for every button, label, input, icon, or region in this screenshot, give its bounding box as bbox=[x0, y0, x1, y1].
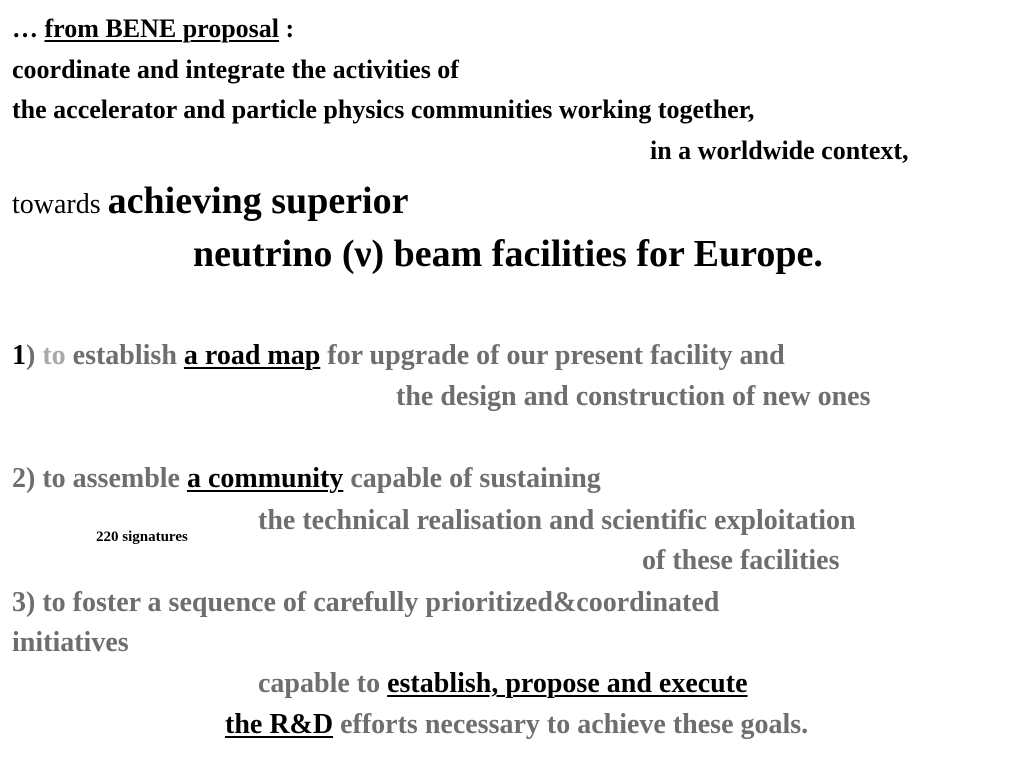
achieving-superior-text: achieving superior bbox=[107, 180, 409, 222]
community-link: a community bbox=[186, 463, 344, 494]
item-3-line-2: initiatives bbox=[12, 627, 129, 658]
ellipsis-text: … bbox=[12, 14, 45, 43]
item-1-rest: for upgrade of our present facility and bbox=[320, 340, 785, 371]
item-3-rest: efforts necessary to achieve these goals. bbox=[333, 709, 809, 740]
item-2-line-1 bbox=[12, 465, 601, 493]
header-line-2: coordinate and integrate the activities of bbox=[12, 55, 459, 84]
item-2-rest: capable of sustaining bbox=[343, 463, 601, 494]
header-line-3: the accelerator and particle physics communities working together, bbox=[12, 95, 755, 124]
item-1-to: to bbox=[35, 340, 73, 371]
item-3-line-4 bbox=[225, 711, 808, 739]
towards-text: towards bbox=[12, 189, 108, 220]
item-2-line-3: of these facilities bbox=[642, 545, 840, 576]
item-1-line-1 bbox=[12, 342, 785, 370]
item-1-number: 1 bbox=[12, 340, 26, 371]
header-line-4: in a worldwide context, bbox=[650, 136, 909, 165]
item-1-paren: ) bbox=[26, 340, 36, 371]
item-1-line-2: the design and construction of new ones bbox=[396, 381, 871, 412]
header-line-1 bbox=[12, 16, 294, 42]
item-1-establish: establish bbox=[72, 340, 184, 371]
establish-propose-execute-link: establish, propose and execute bbox=[387, 668, 748, 699]
item-3-capable-to: capable to bbox=[258, 668, 388, 699]
colon-text: : bbox=[279, 14, 295, 43]
item-3-line-3 bbox=[258, 670, 748, 698]
road-map-link: a road map bbox=[183, 340, 321, 371]
rnd-link: the R&D bbox=[225, 709, 334, 740]
bene-proposal-link: from BENE proposal bbox=[44, 14, 280, 43]
item-2-line-2: the technical realisation and scientific exploitation bbox=[258, 505, 856, 536]
header-line-5 bbox=[12, 182, 408, 220]
item-3-line-1: 3) to foster a sequence of carefully prioritized&coordinated bbox=[12, 587, 720, 618]
header-line-6: neutrino (ν) beam facilities for Europe. bbox=[193, 233, 823, 275]
item-2-prefix: 2) to assemble bbox=[12, 463, 187, 494]
signatures-note: 220 signatures bbox=[96, 529, 188, 545]
